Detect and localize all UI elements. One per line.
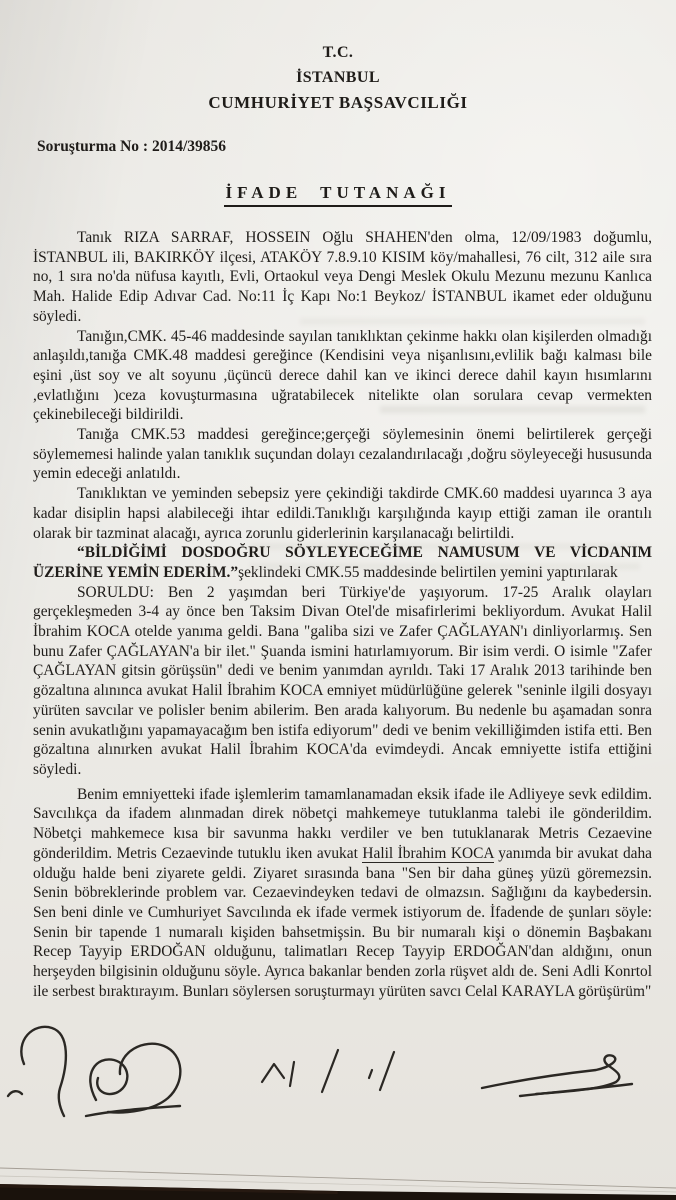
paragraph-oath	[33, 543, 652, 582]
header-country: T.C.	[322, 44, 354, 61]
signature-scribble-left	[8, 1027, 180, 1116]
paragraph-cmk-45-46: Tanığın,CMK. 45-46 maddesinde sayılan tanıklıktan çekinme hakkı olan kişilerden olmadığı anlaşıldı,tanığa CMK.48 maddesi gereğince (Kendisini veya nişanlısını,evlilik bağı kalması bile eşini ,üst soy ve alt soyunu ,üçüncü derece dahil kan ve ikinci derece dahil kayın hısımlarını ,evlatlığını )ceza kovuşturmasına uğratabilecek nitelikte olan sorulara cevap vermekten çekinebileceği bildirildi.	[33, 327, 652, 424]
signature-flourish-right	[482, 1055, 632, 1096]
oath-bold-text: “BİLDİĞİMİ DOSDOĞRU SÖYLEYECEĞİME NAMUSUM VE VİCDANIM ÜZERİNE YEMİN EDERİM.”	[33, 544, 652, 581]
paragraph-cmk-60: Tanıklıktan ve yeminden sebepsiz yere çekindiği takdirde CMK.60 maddesi uyarınca 3 aya kadar disiplin hapsi alabileceği ihtar edildi.Tanıklığı karşılığında kayıp ettiği zaman ile orantılı olarak bir tazminat alacağı, ayrıca zorunlu giderlerinin karşılanacağı belirtildi.	[33, 485, 652, 542]
page-bottom-edge	[0, 1140, 676, 1200]
paragraph-witness-identity: Tanık RIZA SARRAF, HOSSEIN Oğlu SHAHEN'den olma, 12/09/1983 doğumlu, İSTANBUL ili, BAKIRKÖY ilçesi, ATAKÖY 7.8.9.10 KISIM köy/mahallesi, 76 cilt, 312 aile sıra no, 1 sıra no'da nüfusa kayıtlı, Evli, Ortaokul veya Dengi Meslek Okulu Mezunu mezunu Kanlıca Mah. Halide Edip Adıvar Cad. No:11 İç Kapı No:1 Beykoz/ İSTANBUL ikamet eder olduğunu söyledi.	[33, 229, 652, 325]
statement-post-text: yanımda bir avukat daha olduğu halde beni ziyarete geldi. Ziyaret sırasında bana "Sen bir daha güneş yüzü göremezsin. Senin böbreklerinde problem var. Cezaevindeyken tedavi de olmazsın. Sağlığını da kaybedersin. Sen beni dinle ve Cumhuriyet Savcılında ek ifade vermek istiyorum de. İfadende de şunları söyle: Senin bir tapende 1 numaralı kişiden bahsetmişsin. Bu bir numaralı kişi o dönemin Başbakanı Recep Tayyip ERDOĞAN olduğunu, talimatları Recep Tayyip ERDOĞAN'dan aldığını, onun herşeyden bilgisinin olduğunu söyle. Ayrıca bakanlar benden zorla rüşvet aldı de. Seni Adli Konrtol ile serbest bıraktırayım. Bunları söylersen soruşturmayı yürüten savcı Celal KARAYLA görüşürüm"	[33, 844, 653, 1000]
header-city: İSTANBUL	[296, 69, 380, 86]
case-number: Soruşturma No : 2014/39856	[37, 138, 227, 155]
paragraph-cmk-53: Tanığa CMK.53 maddesi gereğince;gerçeği söylemesinin önemi belirtilerek gerçeği söylememesi halinde yalan tanıklık suçundan dolayı cezalandırılacağı ,doğru söyleyeceği hususunda yemin edeceği anlatıldı.	[33, 426, 652, 483]
document-header	[0, 0, 676, 112]
paper-edge-line	[0, 1168, 676, 1188]
title-row	[0, 183, 676, 207]
signatures-graphic	[0, 1012, 676, 1150]
document-body	[33, 228, 652, 1001]
oath-rest-text: şeklindeki CMK.55 maddesinde belirtilen yemini yaptırılarak	[238, 563, 618, 581]
header-office: CUMHURİYET BAŞSAVCILIĞI	[208, 93, 468, 112]
signature-area	[0, 1012, 676, 1150]
desk-edge-graphic	[0, 1140, 676, 1200]
paragraph-soruldu-statement: SORULDU: Ben 2 yaşımdan beri Türkiye'de yaşıyorum. 17-25 Aralık olayları gerçekleşmeden 3-4 ay önce ben Taksim Divan Otel'de misafirlerimi bekliyordum. Avukat Halil İbrahim KOCA otelde yanıma geldi. Bana "galiba sizi ve Zafer ÇAĞLAYAN'ı dinliyorlarmış. Sen bunu Zafer ÇAĞLAYAN'a bir ilet." Şuanda ismini hatırlamıyorum. Bir isim verdi. O isimle "Zafer ÇAĞLAYAN gitsin görüşsün" dedi ve benim yanımdan ayrıldı. Taki 17 Aralık 2013 tarihinde ben gözaltına alınınca avukat Halil İbrahim KOCA emniyet müdürlüğüne gelerek "seninle ilgili dosyayı yürüten savcılar ve polisler benim abilerim. Ben arada kalıyorum. Bu nedenle bu aşamadan sonra senin avukatlığını yapamayacağım ben istifa ediyorum" dedi ve benim vekilliğimden istifa etti. Ben gözaltına alınırken avukat Halil İbrahim KOCA'da evimdeydi. Ancak emniyette istifa ettiğini söyledi.	[33, 583, 652, 778]
document-title: İFADE TUTANAĞI	[224, 183, 453, 207]
signature-strokes-middle	[262, 1050, 394, 1092]
paragraph-final-statement	[33, 785, 652, 1002]
underlined-name: Halil İbrahim KOCA	[362, 844, 494, 862]
statement-pre-text: Benim emniyetteki ifade işlemlerim tamamlanamadan eksik ifade ile Adliyeye sevk edildim. Savcılıkça da ifadem alınmadan direk nöbetçi mahkemeye tutuklanma talebi ile gönderildim. Nöbetçi mahkemece kısa bir savunma hakkı verdiler ve ben tutuklanarak Metris Cezaevine gönderildim. Metris Cezaevinde tutuklu iken avukat	[33, 785, 652, 862]
